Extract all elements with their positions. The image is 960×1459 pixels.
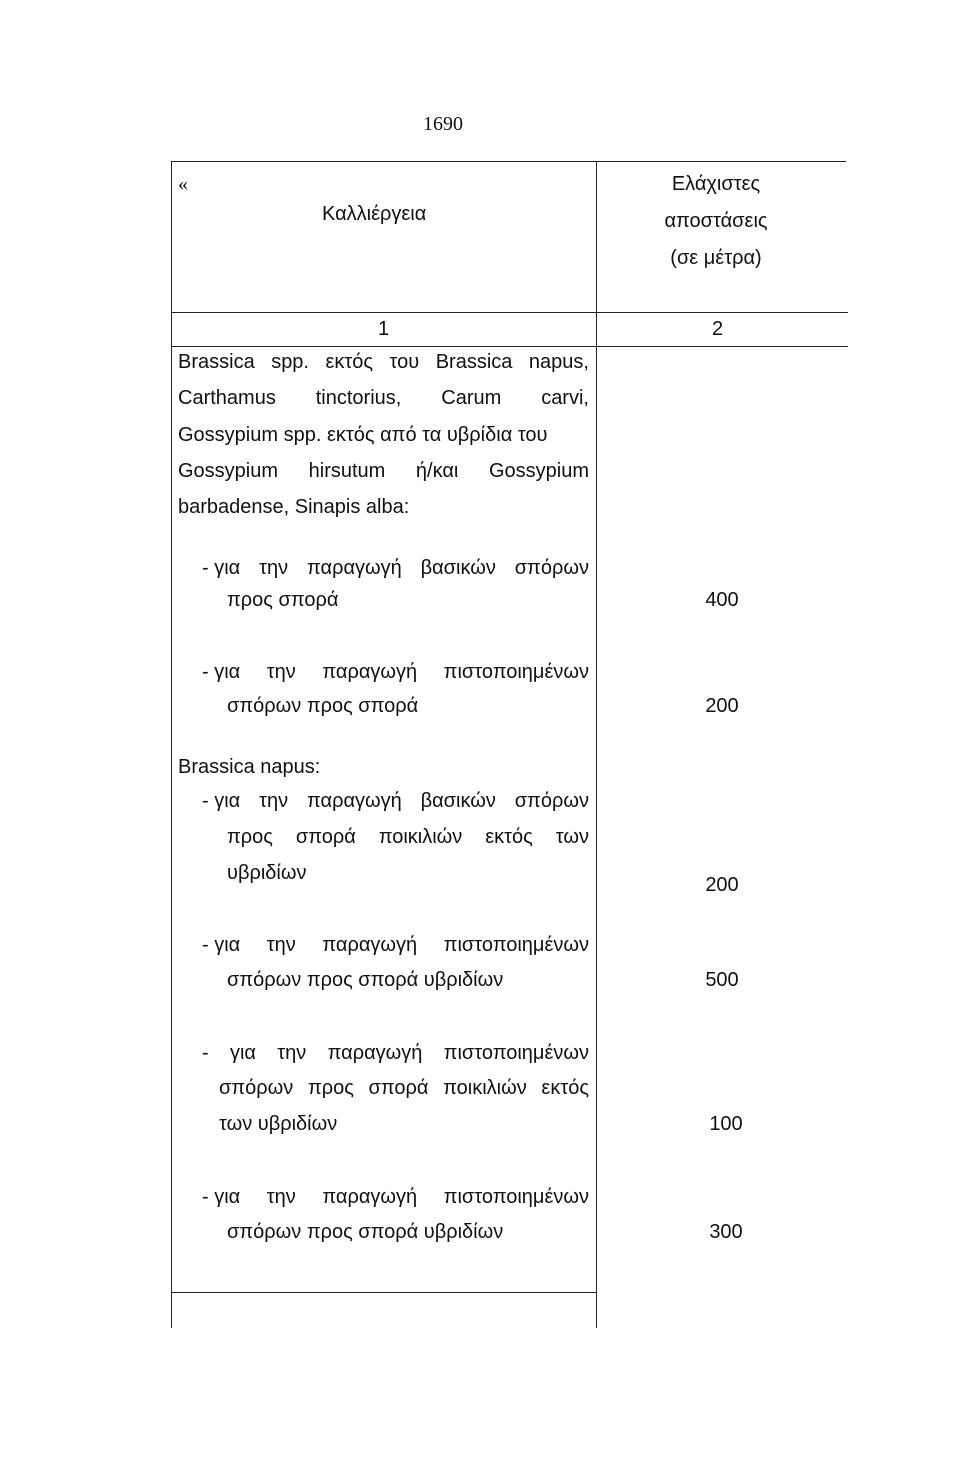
word: spp.	[271, 351, 309, 373]
word: σπορά	[295, 826, 356, 848]
section2-row1-line-2	[227, 826, 589, 849]
word: - για	[202, 557, 241, 579]
column-number-2: 2	[712, 318, 724, 340]
word: σπόρων	[219, 1077, 294, 1099]
column-header-crop: Καλλιέργεια	[322, 203, 427, 225]
section2-row1-line-3: υβριδίων	[227, 862, 307, 884]
word: Gossypium	[488, 460, 589, 482]
table-left-border	[171, 161, 172, 1328]
word: του	[389, 351, 420, 373]
section2-row3-value: 100	[709, 1113, 743, 1135]
word: την	[266, 1186, 296, 1208]
word: την	[266, 934, 296, 956]
word: Carum	[441, 387, 502, 409]
word: εκτός	[541, 1077, 589, 1099]
word: Brassica	[435, 351, 513, 373]
word: παραγωγή	[327, 1042, 423, 1064]
section2-row4-value: 300	[709, 1221, 743, 1243]
word: Carthamus	[178, 387, 276, 409]
word: ή/και	[415, 460, 459, 482]
word: την	[266, 661, 296, 683]
word: την	[259, 790, 289, 812]
section1-row2-line-1	[202, 661, 589, 684]
section1-row2-value: 200	[705, 695, 739, 717]
word: παραγωγή	[322, 934, 418, 956]
section1-row1-line-2: προς σπορά	[227, 589, 339, 611]
section2-row2-value: 500	[705, 969, 739, 991]
word: ποικιλιών	[443, 1077, 527, 1099]
word: βασικών	[420, 557, 496, 579]
section2-row3-line-2	[219, 1077, 589, 1100]
column-header-distance	[596, 166, 836, 277]
word: προς	[307, 1077, 354, 1099]
section2-row4-line-1	[202, 1186, 589, 1209]
section2-row4-line-2: σπόρων προς σπορά υβριδίων	[227, 1221, 504, 1243]
section2-row2-line-1	[202, 934, 589, 957]
word: carvi,	[541, 387, 589, 409]
header-line: Ελάχιστες	[671, 173, 761, 195]
section2-row3-line-3: των υβριδίων	[219, 1113, 338, 1135]
section1-title-line-4	[178, 460, 589, 483]
word: πιστοποιημένων	[443, 1042, 589, 1064]
section1-title-line-2	[178, 387, 589, 410]
word: napus,	[528, 351, 589, 373]
section2-row3-line-1	[202, 1042, 589, 1065]
word: βασικών	[420, 790, 496, 812]
word: tinctorius,	[315, 387, 402, 409]
word: προς	[227, 826, 273, 848]
table-top-border	[171, 161, 846, 162]
word: πιστοποιημένων	[443, 1186, 589, 1208]
word: παραγωγή	[322, 1186, 418, 1208]
section1-title-line-5: barbadense, Sinapis alba:	[178, 496, 410, 518]
section1-title-line-1	[178, 351, 589, 374]
word: - για	[202, 934, 241, 956]
opening-quote: «	[178, 173, 188, 195]
section1-row1-line-1	[202, 557, 589, 580]
word: ποικιλιών	[378, 826, 463, 848]
word: Brassica	[178, 351, 255, 373]
word: Gossypium	[178, 460, 279, 482]
word: παραγωγή	[306, 557, 402, 579]
word: την	[277, 1042, 307, 1064]
header-bottom-border	[171, 312, 848, 313]
page-number: 1690	[423, 113, 463, 135]
section2-row2-line-2: σπόρων προς σπορά υβριδίων	[227, 969, 504, 991]
word: -	[202, 1042, 209, 1064]
word: για	[229, 1042, 256, 1064]
table-column-divider	[596, 161, 597, 1328]
word: των	[555, 826, 589, 848]
section1-row1-value: 400	[705, 589, 739, 611]
word: σπόρων	[514, 790, 589, 812]
word: hirsutum	[308, 460, 386, 482]
word: παραγωγή	[322, 661, 418, 683]
section1-row2-line-2: σπόρων προς σπορά	[227, 695, 419, 717]
word: - για	[202, 1186, 241, 1208]
section2-row1-line-1	[202, 790, 589, 813]
section1-title-line-3: Gossypium spp. εκτός από τα υβρίδια του	[178, 424, 548, 446]
column-number-1: 1	[378, 318, 390, 340]
header-line: αποστάσεις	[664, 210, 768, 232]
word: - για	[202, 790, 241, 812]
word: σπόρων	[514, 557, 589, 579]
header-line: (σε μέτρα)	[670, 247, 762, 269]
section2-title: Brassica napus:	[178, 756, 321, 778]
word: πιστοποιημένων	[443, 934, 589, 956]
word: την	[259, 557, 289, 579]
word: - για	[202, 661, 241, 683]
word: παραγωγή	[306, 790, 402, 812]
column-number-row-border	[171, 346, 848, 347]
word: σπορά	[368, 1077, 429, 1099]
word: εκτός	[485, 826, 533, 848]
section2-row1-value: 200	[705, 874, 739, 896]
word: πιστοποιημένων	[443, 661, 589, 683]
word: εκτός	[325, 351, 374, 373]
table-footer-border	[171, 1292, 596, 1293]
